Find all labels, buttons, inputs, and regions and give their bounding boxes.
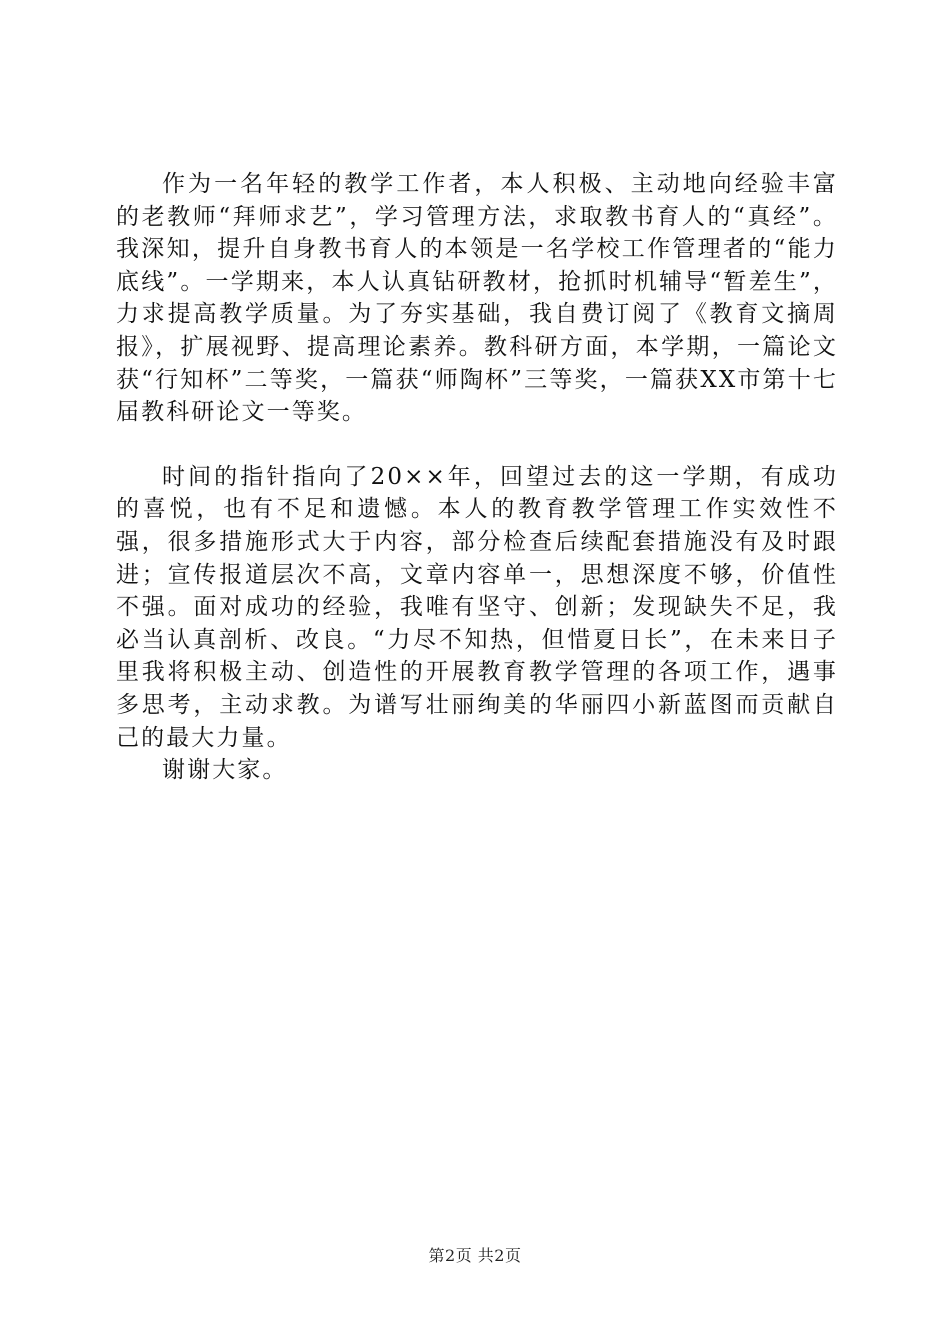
page-number-footer: 第2页 共2页 — [428, 1246, 522, 1265]
paragraph-teaching-work: 作为一名年轻的教学工作者，本人积极、主动地向经验丰富的老教师“拜师求艺”，学习管理方法，求取教书育人的“真经”。我深知，提升自身教书育人的本领是一名学校工作管理者的“能力底线”。一学期来，本人认真钻研教材，抢抓时机辅导“暂差生”，力求提高教学质量。为了夯实基础，我自费订阅了《教育文摘周报》，扩展视野、提高理论素养。教科研方面，本学期，一篇论文获“行知杯”二等奖，一篇获“师陶杯”三等奖，一篇获XX市第十七届教科研论文一等奖。 — [116, 171, 838, 426]
paragraph-thanks: 谢谢大家。 — [162, 757, 288, 784]
document-body — [116, 168, 838, 787]
paragraph-reflection: 时间的指针指向了20××年，回望过去的这一学期，有成功的喜悦，也有不足和遗憾。本人的教育教学管理工作实效性不强，很多措施形式大于内容，部分检查后续配套措施没有及时跟进；宣传报道层次不高，文章内容单一，思想深度不够，价值性不强。面对成功的经验，我唯有坚守、创新；发现缺失不足，我必当认真剖析、改良。“力尽不知热，但惜夏日长”，在未来日子里我将积极主动、创造性的开展教育教学管理的各项工作，遇事多思考，主动求教。为谱写壮丽绚美的华丽四小新蓝图而贡献自己的最大力量。 — [116, 463, 838, 751]
